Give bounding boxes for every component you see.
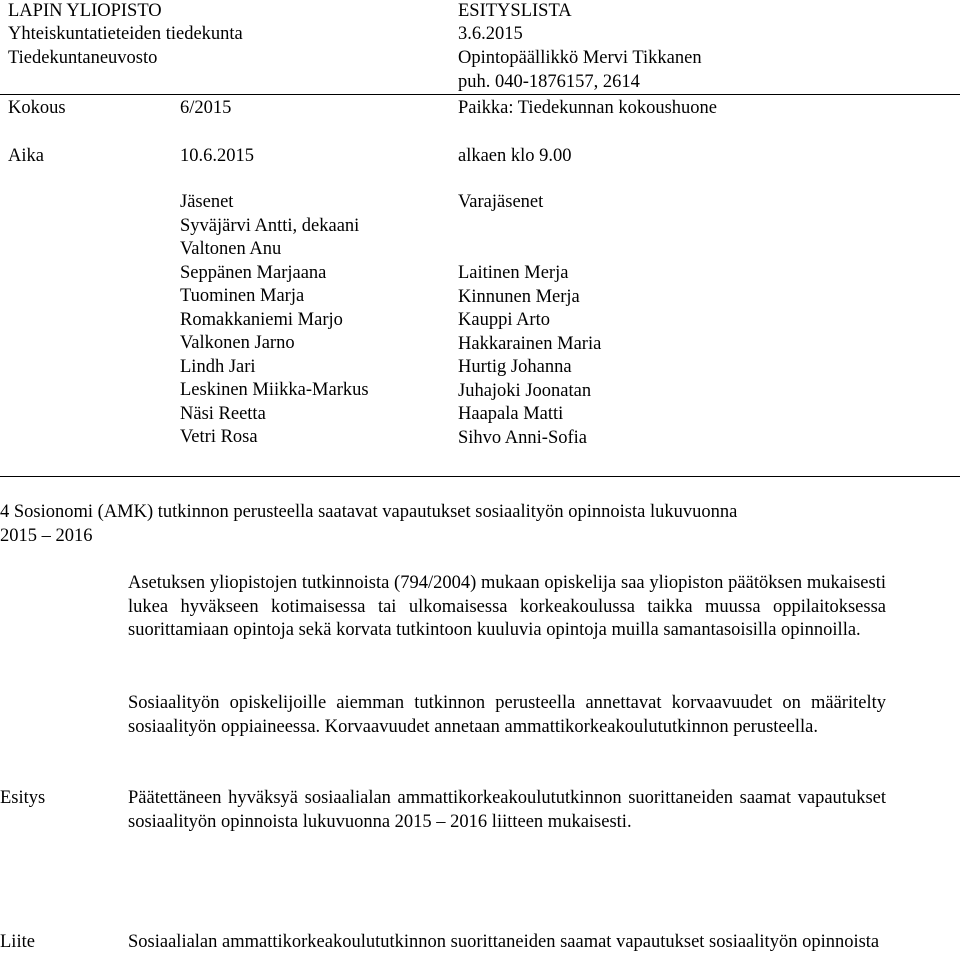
document-author: Opintopäällikkö Mervi Tikkanen — [458, 48, 702, 68]
member-item: Tuominen Marja — [180, 286, 305, 306]
background-paragraph: Asetuksen yliopistojen tutkinnoista (794/2004) mukaan opiskelija saa yliopiston päätöksen mukaisesti lukea hyväkseen kotimaisessa tai ulkomaisessa korkeakoulussa taikka muussa oppilaitoksessa suorittamiaan opintoja sekä korvata tutkintoon kuuluvia opintoja muilla samantasoisilla opinnoilla. — [128, 573, 886, 640]
meeting-date: 10.6.2015 — [180, 146, 254, 166]
council-name: Tiedekuntaneuvosto — [8, 48, 158, 68]
proposal-text: Päätettäneen hyväksyä sosiaalialan ammattikorkeakoulututkinnon suorittaneiden saamat vapautukset sosiaalityön opinnoista lukuvuonna 2015 – 2016 liitteen mukaisesti. — [128, 788, 886, 832]
member-item: Lindh Jari — [180, 356, 256, 377]
member-item: Valtonen Anu — [180, 239, 282, 259]
meeting-label: Kokous — [8, 98, 66, 118]
member-item: Vetri Rosa — [180, 427, 258, 447]
author-phone: puh. 040-1876157, 2614 — [458, 72, 640, 92]
item-title-years: 2015 – 2016 — [0, 526, 93, 546]
member-item: Leskinen Miikka-Markus — [180, 380, 369, 400]
university-name: LAPIN YLIOPISTO — [8, 1, 162, 21]
member-item: Romakkaniemi Marjo — [180, 309, 343, 330]
proposal-label: Esitys — [0, 788, 46, 808]
deputies-list — [458, 262, 601, 450]
header-divider — [0, 94, 960, 95]
deputies-heading: Varajäsenet — [458, 192, 544, 212]
deputy-item: Kauppi Arto — [458, 310, 550, 330]
attachment-label: Liite — [0, 932, 35, 952]
deputy-item: Hakkarainen Maria — [458, 333, 602, 354]
members-heading: Jäsenet — [180, 192, 234, 212]
document-type: ESITYSLISTA — [458, 1, 572, 21]
member-item: Syväjärvi Antti, dekaani — [180, 215, 360, 236]
deputy-item: Sihvo Anni-Sofia — [458, 427, 587, 448]
members-divider — [0, 476, 960, 477]
meeting-number: 6/2015 — [180, 98, 232, 118]
time-label: Aika — [8, 146, 44, 166]
deputy-item: Juhajoki Joonatan — [458, 380, 592, 401]
deputy-item: Kinnunen Merja — [458, 286, 580, 307]
deputy-item: Haapala Matti — [458, 404, 564, 424]
meeting-place: Paikka: Tiedekunnan kokoushuone — [458, 98, 717, 118]
attachment-text: Sosiaalialan ammattikorkeakoulututkinnon suorittaneiden saamat vapautukset sosiaalityön opinnoista — [128, 932, 880, 952]
member-item: Näsi Reetta — [180, 403, 266, 424]
faculty-name: Yhteiskuntatieteiden tiedekunta — [8, 24, 243, 44]
item-title: 4 Sosionomi (AMK) tutkinnon perusteella saatavat vapautukset sosiaalityön opinnoista lukuvuonna — [0, 502, 738, 522]
member-item: Valkonen Jarno — [180, 333, 295, 353]
deputy-item: Hurtig Johanna — [458, 357, 572, 377]
meeting-start-time: alkaen klo 9.00 — [458, 146, 572, 166]
document-date: 3.6.2015 — [458, 24, 523, 44]
compensation-paragraph: Sosiaalityön opiskelijoille aiemman tutkinnon perusteella annettavat korvaavuudet on määritelty sosiaalityön oppiaineessa. Korvaavuudet annetaan ammattikorkeakoulututkinnon perusteella. — [128, 693, 886, 737]
deputy-item: Laitinen Merja — [458, 263, 569, 283]
member-item: Seppänen Marjaana — [180, 262, 327, 283]
members-list — [180, 191, 369, 450]
